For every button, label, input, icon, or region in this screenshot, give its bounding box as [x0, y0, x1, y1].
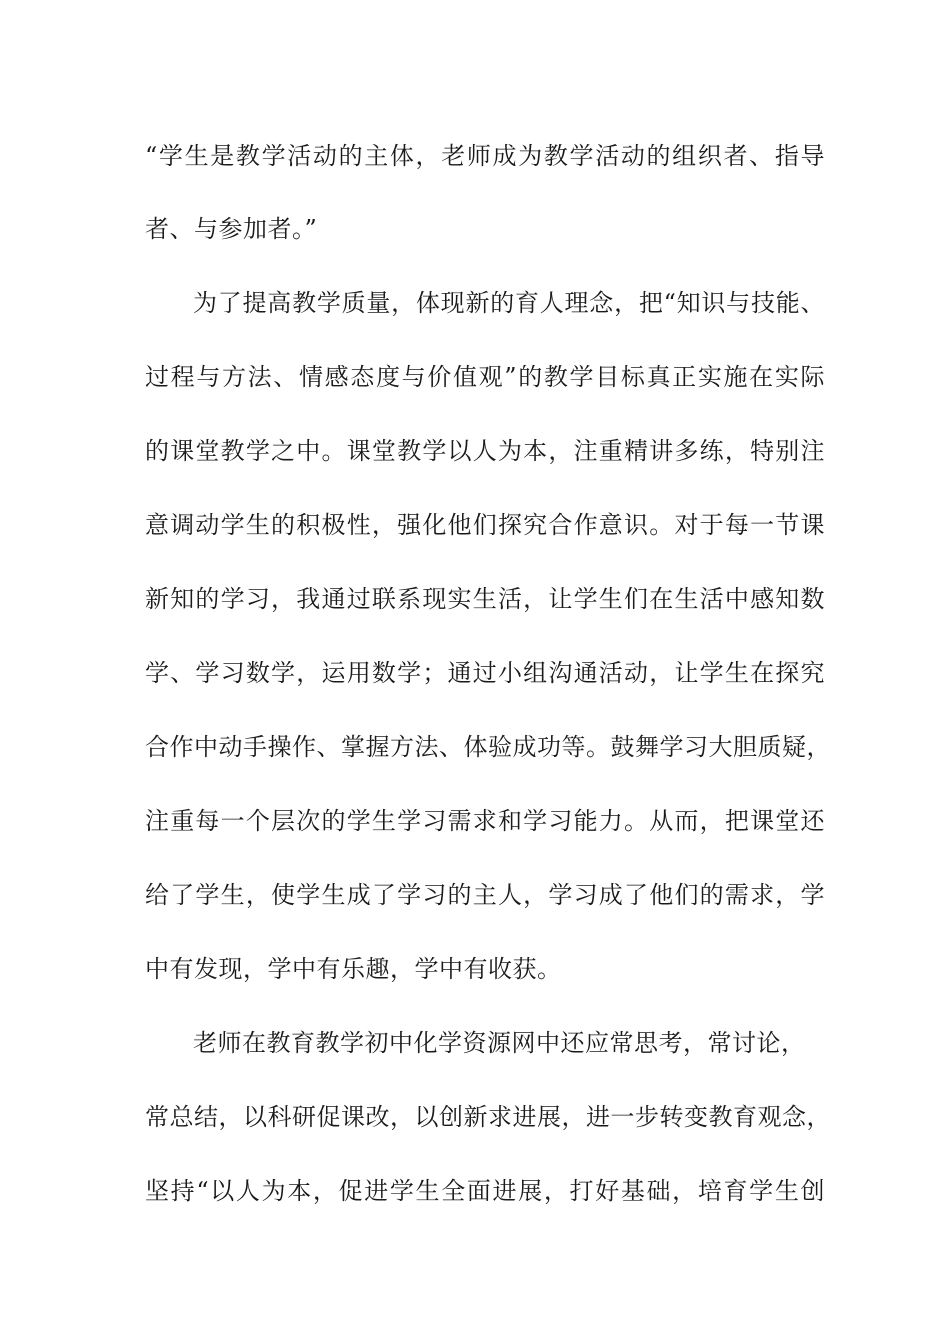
- text-line: 合作中动手操作、掌握方法、体验成功等。鼓舞学习大胆质疑，: [145, 733, 831, 761]
- text-line: 的课堂教学之中。课堂教学以人为本，注重精讲多练，特别注: [145, 437, 825, 465]
- text-line: 新知的学习，我通过联系现实生活，让学生们在生活中感知数: [145, 585, 825, 613]
- text-line: 常总结，以科研促课改，以创新求进展，进一步转变教育观念，: [145, 1103, 831, 1131]
- text-line: 中有发现，学中有乐趣，学中有收获。: [145, 955, 562, 983]
- paragraph-first-line: 为了提高教学质量，体现新的育人理念，把“知识与技能、: [193, 289, 825, 317]
- text-line: 给了学生，使学生成了学习的主人，学习成了他们的需求，学: [145, 881, 825, 909]
- paragraph-first-line: 老师在教育教学初中化学资源网中还应常思考，常讨论，: [193, 1029, 806, 1057]
- text-line: 者、与参加者。”: [145, 215, 318, 243]
- text-line: 过程与方法、情感态度与价值观”的教学目标真正实施在实际: [145, 363, 825, 391]
- text-line: 注重每一个层次的学生学习需求和学习能力。从而，把课堂还: [145, 807, 825, 835]
- text-line: 坚持“以人为本，促进学生全面进展，打好基础，培育学生创: [145, 1177, 825, 1205]
- text-line: “学生是教学活动的主体，老师成为教学活动的组织者、指导: [145, 142, 825, 170]
- text-line: 意调动学生的积极性，强化他们探究合作意识。对于每一节课: [145, 511, 825, 539]
- text-line: 学、学习数学，运用数学；通过小组沟通活动，让学生在探究: [145, 659, 825, 687]
